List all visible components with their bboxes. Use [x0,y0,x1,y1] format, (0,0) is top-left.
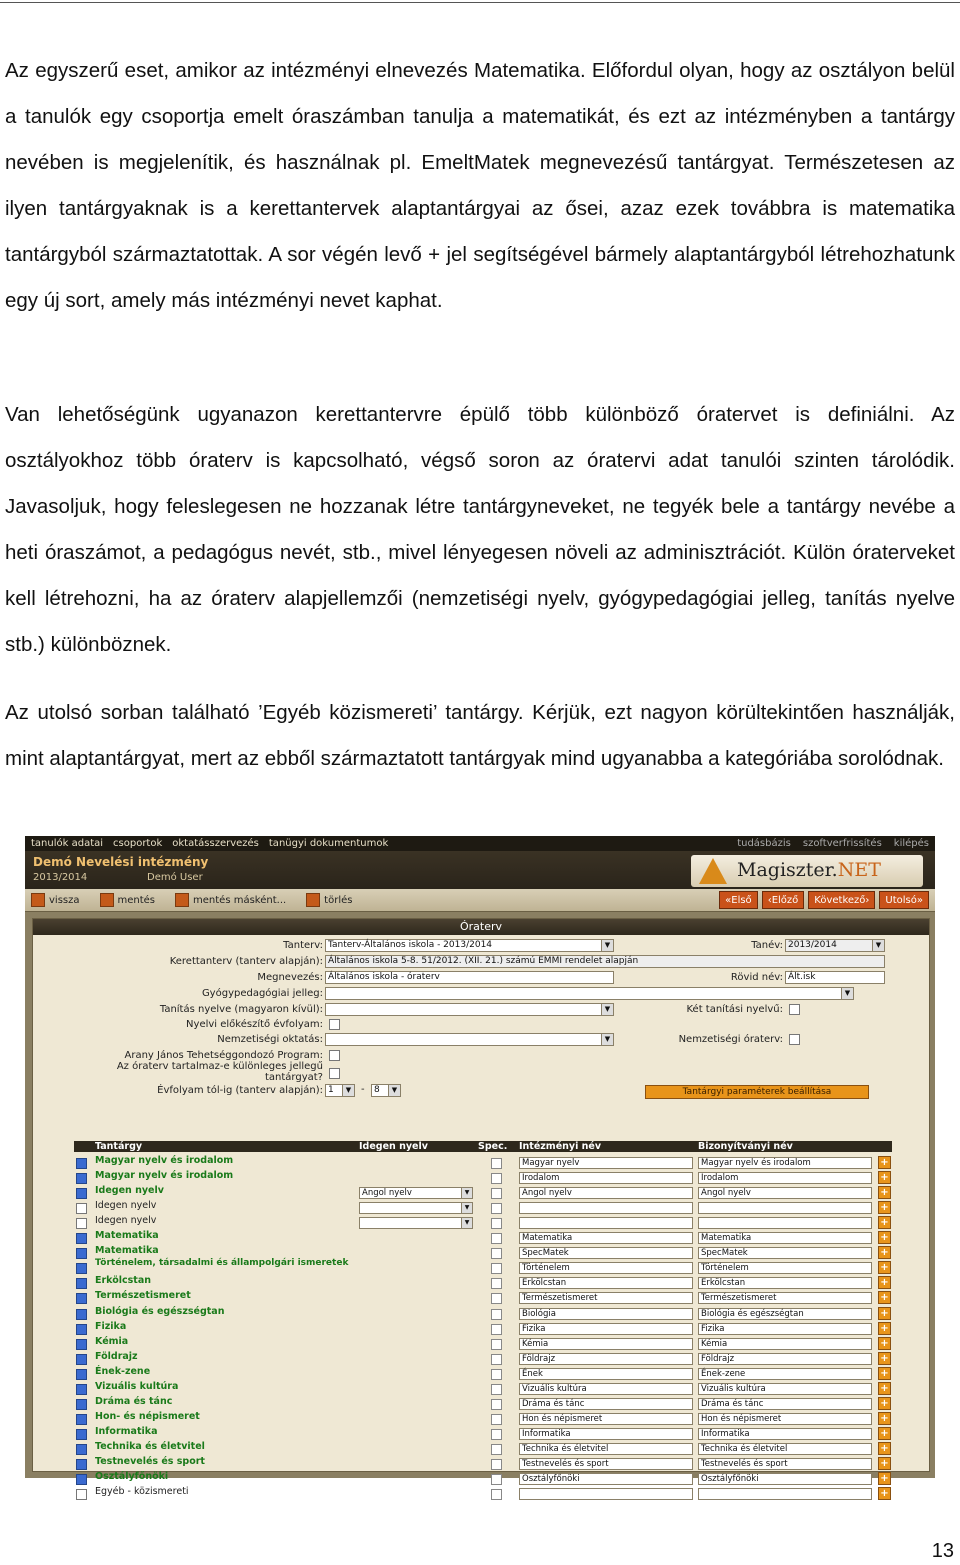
certificate-name-input[interactable]: Vizuális kultúra [698,1383,872,1395]
spec-checkbox[interactable] [491,1384,502,1395]
foreign-language-select[interactable] [359,1187,473,1199]
app-screenshot [25,836,935,1500]
tanterv-value: Tanterv-Általános iskola - 2013/2014 [328,940,493,950]
subject-name: Matematika [95,1245,159,1257]
institution-name-input[interactable] [519,1217,693,1229]
add-row-icon[interactable]: + [878,1246,891,1259]
gyogy-select[interactable] [325,987,854,1000]
row-checkbox[interactable] [76,1474,87,1485]
spec-checkbox[interactable] [491,1489,502,1500]
chevron-down-icon: ▼ [601,940,613,951]
subject-name: Kémia [95,1335,129,1347]
back-button[interactable] [31,893,80,907]
institution-name-input[interactable]: Technika és életvitel [519,1443,693,1455]
add-row-icon[interactable]: + [878,1201,891,1214]
spec-checkbox[interactable] [491,1218,502,1229]
kerettanterv-label: Kerettanterv (tanterv alapján): [169,956,323,967]
chevron-down-icon: ▼ [388,1085,400,1096]
table-row [74,1396,924,1411]
subject-name: Földrajz [95,1350,138,1362]
row-checkbox[interactable] [76,1188,87,1199]
delete-label: törlés [324,894,353,906]
row-checkbox[interactable] [76,1309,87,1320]
subject-name: Idegen nyelv [95,1215,157,1227]
spec-checkbox[interactable] [491,1474,502,1485]
row-checkbox[interactable] [76,1293,87,1304]
evf-to-value: 8 [374,1085,380,1095]
table-row [74,1366,924,1381]
certificate-name-input[interactable]: Biológia és egészségtan [698,1308,872,1320]
panel-title: Óraterv [33,919,929,935]
back-label: vissza [49,894,80,906]
subject-name: Dráma és tánc [95,1395,173,1407]
paragraph-1: Az egyszerű eset, amikor az intézményi elnevezés Matematika. Előfordul olyan, hogy az osztályon belül a tanulók egy csoportja emelt óraszámban tanulja a matematikát, és ezt az intézményben a tantárgy nevében is megjelenítik, és használnak pl. EmeltMatek megnevezésű tantárgyat. Természetesen az ilyen tantárgyaknak is a kerettantervek alaptantárgyai az ősei, azaz ezek továbbra is matematika tantárgyból származtatottak. A sor végén levő + jel segítségével bármely alaptantárgyból létrehozhatunk egy új sort, amely más intézményi nevet kaphat. [5,59,955,312]
certificate-name-input[interactable]: Osztályfőnöki [698,1473,872,1485]
spec-checkbox[interactable] [491,1309,502,1320]
spec-checkbox[interactable] [491,1444,502,1455]
table-row [74,1215,924,1230]
row-checkbox[interactable] [76,1354,87,1365]
menu-item-documents[interactable]: tanügyi dokumentumok [268,838,389,849]
nemz2-label: Nemzetiségi óraterv: [678,1034,783,1045]
save-as-button[interactable] [175,893,286,907]
table-row [74,1411,924,1426]
add-row-icon[interactable]: + [878,1276,891,1289]
add-row-icon[interactable]: + [878,1352,891,1365]
col-spec: Spec. [478,1141,508,1152]
add-row-icon[interactable]: + [878,1367,891,1380]
tanitas-label: Tanítás nyelve (magyaron kívül): [159,1004,323,1015]
megnevezes-value: Általános iskola - óraterv [328,972,440,982]
subject-name: Idegen nyelv [95,1185,164,1197]
delete-icon [306,893,320,907]
institution-name-input[interactable]: Természetismeret [519,1292,693,1304]
institution-name-input[interactable]: Fizika [519,1323,693,1335]
institution-name-input[interactable]: Magyar nyelv [519,1157,693,1169]
certificate-name-input[interactable] [698,1202,872,1214]
add-row-icon[interactable]: + [878,1216,891,1229]
add-row-icon[interactable]: + [878,1322,891,1335]
spec-checkbox[interactable] [491,1203,502,1214]
certificate-name-input[interactable]: Fizika [698,1323,872,1335]
institution-name-input[interactable]: Kémia [519,1338,693,1350]
param-button[interactable]: Tantárgyi paraméterek beállítása [645,1085,869,1099]
app-logo [691,855,923,887]
school-year: 2013/2014 [33,872,88,883]
institution-name-input[interactable] [519,1488,693,1500]
arany-checkbox[interactable] [329,1050,340,1061]
rovid-label: Rövid név: [730,972,783,983]
nemz-label: Nemzetiségi oktatás: [217,1034,323,1045]
institution-name: Demó Nevelési intézmény [33,855,209,869]
kerettanterv-value: Általános iskola 5-8. 51/2012. (XII. 21.) számú EMMI rendelet alapján [328,956,639,966]
save-button[interactable] [100,893,156,907]
table-row [74,1471,924,1486]
chevron-down-icon: ▼ [601,1034,613,1045]
app-header [25,851,935,889]
save-icon [100,893,114,907]
certificate-name-input[interactable] [698,1488,872,1500]
evf-to-select[interactable] [371,1084,401,1097]
institution-name-input[interactable]: Vizuális kultúra [519,1383,693,1395]
range-dash: - [361,1084,365,1095]
row-checkbox[interactable] [76,1248,87,1259]
row-checkbox[interactable] [76,1173,87,1184]
spec-checkbox[interactable] [491,1369,502,1380]
first-button[interactable]: « Első [719,891,758,909]
institution-name-input[interactable]: Irodalom [519,1172,693,1184]
institution-name-input[interactable] [519,1202,693,1214]
evfolyam-label: Évfolyam tól-ig (tanterv alapján): [157,1085,323,1096]
logo-text: Magiszter. [737,859,838,881]
subject-name: Magyar nyelv és irodalom [95,1155,234,1166]
add-row-icon[interactable]: + [878,1427,891,1440]
menu-item-groups[interactable]: csoportok [113,838,163,849]
gyogy-label: Gyógypedagógiai jelleg: [201,988,323,999]
row-checkbox[interactable] [76,1278,87,1289]
nyelvi-checkbox[interactable] [329,1019,340,1030]
row-checkbox[interactable] [76,1444,87,1455]
app-menubar [25,836,935,851]
table-row [74,1260,924,1275]
certificate-name-input[interactable] [698,1217,872,1229]
row-checkbox[interactable] [76,1369,87,1380]
add-row-icon[interactable]: + [878,1472,891,1485]
last-label: Utolsó [885,894,917,906]
table-row [74,1381,924,1396]
ket-label: Két tanítási nyelvű: [686,1004,783,1015]
row-checkbox[interactable] [76,1158,87,1169]
table-row [74,1426,924,1441]
row-checkbox[interactable] [76,1399,87,1410]
add-row-icon[interactable]: + [878,1442,891,1455]
certificate-name-input[interactable]: Informatika [698,1428,872,1440]
subject-name: Vizuális kultúra [95,1380,179,1392]
table-row [74,1336,924,1351]
save-as-label: mentés másként... [193,894,287,906]
rovid-value: Ált.isk [788,972,816,982]
add-row-icon[interactable]: + [878,1291,891,1304]
evf-from-value: 1 [328,1085,334,1095]
subject-name: Biológia és egészségtan [95,1305,225,1317]
chevron-down-icon: ▼ [461,1218,472,1228]
subject-name: Egyéb - közismereti [95,1486,189,1498]
add-row-icon[interactable]: + [878,1231,891,1244]
spec-checkbox[interactable] [491,1324,502,1335]
spec-checkbox[interactable] [491,1459,502,1470]
subject-name: Természetismeret [95,1290,191,1302]
subject-name: Hon- és népismeret [95,1410,200,1422]
logo-text-accent: NET [837,859,881,881]
table-row [74,1275,924,1290]
subject-name: Matematika [95,1230,159,1242]
add-row-icon[interactable]: + [878,1171,891,1184]
toolbar [25,889,935,912]
institution-name-input[interactable]: Történelem [519,1262,693,1274]
certificate-name-input[interactable]: Erkölcstan [698,1277,872,1289]
certificate-name-input[interactable]: Kémia [698,1338,872,1350]
spec-checkbox[interactable] [491,1188,502,1199]
row-checkbox[interactable] [76,1414,87,1425]
spec-checkbox[interactable] [491,1173,502,1184]
row-checkbox[interactable] [76,1324,87,1335]
row-checkbox[interactable] [76,1489,87,1500]
certificate-name-input[interactable]: Magyar nyelv és irodalom [698,1157,872,1169]
spec-checkbox[interactable] [491,1233,502,1244]
row-checkbox[interactable] [76,1459,87,1470]
spec-checkbox[interactable] [491,1278,502,1289]
first-label: Első [731,894,752,906]
page-number: 13 [931,1540,954,1562]
tanterv-label: Tanterv: [283,940,323,951]
add-row-icon[interactable]: + [878,1337,891,1350]
col-inst: Intézményi név [519,1141,602,1152]
arany-label: Arany János Tehetséggondozó Program: [124,1050,323,1061]
certificate-name-input[interactable]: Dráma és tánc [698,1398,872,1410]
row-checkbox[interactable] [76,1263,87,1274]
next-button[interactable]: Következő › [808,891,875,909]
table-row [74,1155,924,1170]
subject-name: Erkölcstan [95,1275,152,1287]
institution-name-input[interactable]: Angol nyelv [519,1187,693,1199]
chevron-down-icon: ▼ [342,1085,354,1096]
prev-button[interactable]: ‹ Előző [762,891,805,909]
table-row [74,1200,924,1215]
header-rule [0,2,960,3]
table-row [74,1170,924,1185]
subject-name: Magyar nyelv és irodalom [95,1170,234,1182]
certificate-name-input[interactable]: Irodalom [698,1172,872,1184]
foreign-language-select[interactable] [359,1202,473,1214]
table-row [74,1351,924,1366]
megnevezes-label: Megnevezés: [257,972,323,983]
spec-checkbox[interactable] [491,1293,502,1304]
institution-name-input[interactable]: Matematika [519,1232,693,1244]
prev-label: Előző [771,894,799,906]
add-row-icon[interactable]: + [878,1457,891,1470]
add-row-icon[interactable]: + [878,1487,891,1500]
menu-item-students[interactable]: tanulók adatai [31,838,104,849]
certificate-name-input[interactable]: Természetismeret [698,1292,872,1304]
institution-name-input[interactable]: SpecMatek [519,1247,693,1259]
row-checkbox[interactable] [76,1384,87,1395]
save-label: mentés [117,894,156,906]
table-row [74,1321,924,1336]
add-row-icon[interactable]: + [878,1261,891,1274]
spec-checkbox[interactable] [491,1339,502,1350]
chevron-down-icon: ▼ [841,988,853,999]
institution-name-input[interactable]: Dráma és tánc [519,1398,693,1410]
institution-name-input[interactable]: Testnevelés és sport [519,1458,693,1470]
add-row-icon[interactable]: + [878,1382,891,1395]
subject-name: Testnevelés és sport [95,1456,205,1467]
institution-name-input[interactable]: Osztályfőnöki [519,1473,693,1485]
table-row [74,1290,924,1305]
row-checkbox[interactable] [76,1233,87,1244]
chevron-down-icon: ▼ [601,1004,613,1015]
certificate-name-input[interactable]: Történelem [698,1262,872,1274]
menu-item-logout[interactable]: kilépés [893,838,929,849]
chevron-down-icon: ▼ [461,1203,472,1213]
institution-name-input[interactable]: Hon és népismeret [519,1413,693,1425]
spec-checkbox[interactable] [491,1248,502,1259]
nemz2-checkbox[interactable] [789,1034,800,1045]
row-checkbox[interactable] [76,1203,87,1214]
logo-triangle-icon [699,858,727,884]
row-checkbox[interactable] [76,1429,87,1440]
certificate-name-input[interactable]: Angol nyelv [698,1187,872,1199]
subject-name: Idegen nyelv [95,1200,157,1212]
spec-checkbox[interactable] [491,1263,502,1274]
kulalak-checkbox[interactable] [329,1068,340,1079]
subject-name: Fizika [95,1320,127,1332]
row-checkbox[interactable] [76,1218,87,1229]
spec-checkbox[interactable] [491,1354,502,1365]
certificate-name-input[interactable]: Technika és életvitel [698,1443,872,1455]
foreign-language-select[interactable] [359,1217,473,1229]
menu-item-organization[interactable]: oktatásszervezés [172,838,259,849]
add-row-icon[interactable]: + [878,1186,891,1199]
delete-button[interactable] [306,893,352,907]
subject-name: Technika és életvitel [95,1440,205,1452]
tanev-select[interactable] [785,939,885,952]
last-button[interactable]: Utolsó » [879,891,929,909]
institution-name-input[interactable]: Biológia [519,1308,693,1320]
user-name: Demó User [147,872,203,883]
rovid-input[interactable] [785,971,885,984]
institution-name-input[interactable]: Földrajz [519,1353,693,1365]
evf-from-select[interactable] [325,1084,355,1097]
certificate-name-input[interactable]: Testnevelés és sport [698,1458,872,1470]
spec-checkbox[interactable] [491,1414,502,1425]
paragraph-2: Van lehetőségünk ugyanazon kerettantervre épülő több különböző óratervet is definiálni. Az osztályokhoz több óraterv is kapcsolható, végső soron az óratervi adat tanulói szinten tárolódik. Javasoljuk, hogy feleslegesen ne hozzanak létre tantárgyneveket, ne tegyék bele a tantárgy nevébe a heti óraszámot, a pedagógus nevét, stb., mivel lényegesen növeli az adminisztrációt. Külön óraterveket kell létrehozni, ha az óraterv alapjellemzői (nemzetiségi nyelv, gyógypedagógiai jelleg, tanítás nyelve stb.) különböznek. [5,403,955,656]
table-row [74,1230,924,1245]
paragraph-3: Az utolsó sorban található ’Egyéb közismereti’ tantárgy. Kérjük, ezt nagyon körültekintően használják, mint alaptantárgyat, mert az ebből származtatott tantárgyak mind ugyanabba a kategóriába sorolódnak. [5,701,955,770]
table-row [74,1441,924,1456]
subject-name: Történelem, társadalmi és állampolgári ismeretek [95,1258,349,1269]
col-tantargy: Tantárgy [95,1141,143,1152]
certificate-name-input[interactable]: Hon és népismeret [698,1413,872,1425]
col-bizo: Bizonyítványi név [698,1141,793,1152]
subject-name: Informatika [95,1425,158,1437]
menu-item-knowledge[interactable]: tudásbázis [737,838,791,849]
next-label: Következő [814,894,866,906]
institution-name-input[interactable]: Erkölcstan [519,1277,693,1289]
add-row-icon[interactable]: + [878,1307,891,1320]
add-row-icon[interactable]: + [878,1156,891,1169]
institution-name-input[interactable]: Ének [519,1368,693,1380]
table-header [74,1141,892,1152]
certificate-name-input[interactable]: Ének-zene [698,1368,872,1380]
table-row [74,1306,924,1321]
chevron-down-icon: ▼ [872,940,884,951]
spec-checkbox[interactable] [491,1429,502,1440]
spec-checkbox[interactable] [491,1399,502,1410]
subject-name: Osztályfőnöki [95,1471,169,1483]
back-icon [31,893,45,907]
add-row-icon[interactable]: + [878,1412,891,1425]
certificate-name-input[interactable]: Matematika [698,1232,872,1244]
certificate-name-input[interactable]: SpecMatek [698,1247,872,1259]
table-row [74,1185,924,1200]
ket-checkbox[interactable] [789,1004,800,1015]
foreign-language-value: Angol nyelv [362,1188,412,1199]
oraterv-panel [32,918,930,1500]
kerettanterv-field [325,955,885,968]
save-as-icon [175,893,189,907]
menu-item-update[interactable]: szoftverfrissítés [802,838,882,849]
certificate-name-input[interactable]: Földrajz [698,1353,872,1365]
tanev-value: 2013/2014 [788,940,837,950]
kulalak-label: Az óraterv tartalmaz-e különleges jellegű tantárgyat? [116,1061,323,1083]
table-row [74,1486,924,1501]
chevron-down-icon: ▼ [461,1188,472,1198]
row-checkbox[interactable] [76,1339,87,1350]
spec-checkbox[interactable] [491,1158,502,1169]
institution-name-input[interactable]: Informatika [519,1428,693,1440]
subject-name: Ének-zene [95,1365,151,1377]
nyelvi-label: Nyelvi előkészítő évfolyam: [186,1019,323,1030]
tanev-label: Tanév: [751,940,783,951]
col-idegen: Idegen nyelv [359,1141,428,1152]
table-row [74,1456,924,1471]
add-row-icon[interactable]: + [878,1397,891,1410]
